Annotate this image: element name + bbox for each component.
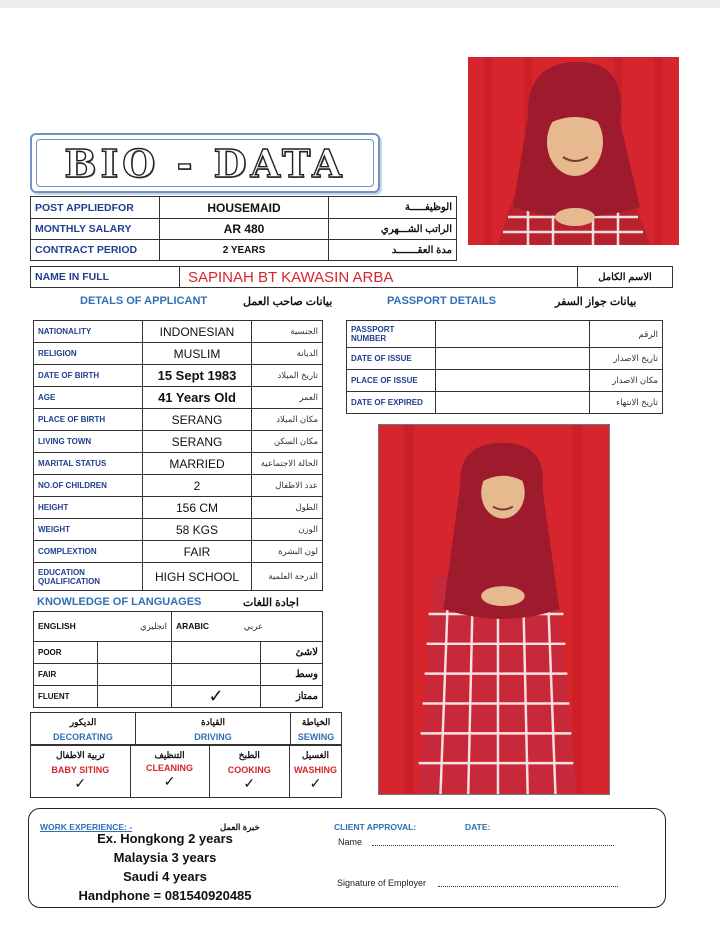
level-ar: وسط xyxy=(261,664,323,686)
applicant-heading-ar: بيانات صاحب العمل xyxy=(243,296,333,308)
top-bar xyxy=(0,0,720,8)
detail-label: COMPLEXTION xyxy=(34,541,143,563)
languages-table xyxy=(33,611,323,708)
name-table xyxy=(30,266,673,288)
detail-label: WEIGHT xyxy=(34,519,143,541)
level-label: POOR xyxy=(34,642,98,664)
detail-value: HIGH SCHOOL xyxy=(143,563,252,591)
detail-ar: عدد الاطفال xyxy=(252,475,323,497)
arabic-ar: عربي xyxy=(243,621,263,631)
english-label: ENGLISH xyxy=(38,621,76,631)
level-english xyxy=(98,664,172,686)
tick-icon: ✓ xyxy=(163,773,176,789)
level-ar: ممتاز xyxy=(261,686,323,708)
contract-label: CONTRACT PERIOD xyxy=(31,240,160,261)
skill-cleaning: التنظيف CLEANING ✓ xyxy=(130,746,209,798)
signature-label: Signature of Employer xyxy=(337,878,427,888)
passport-heading-ar: بيانات جواز السفر xyxy=(555,296,637,308)
work-experience-lines xyxy=(60,829,270,905)
detail-label: NATIONALITY xyxy=(34,321,143,343)
post-table xyxy=(30,196,457,261)
detail-label: MARITAL STATUS xyxy=(34,453,143,475)
post-ar: الوظيفـــــة xyxy=(329,197,457,219)
contract-value: 2 YEARS xyxy=(160,240,329,261)
title-frame xyxy=(30,133,380,193)
detail-ar: لون البشرة xyxy=(252,541,323,563)
skills-bottom-table xyxy=(30,745,342,798)
work-line: Ex. Hongkong 2 years xyxy=(97,831,233,846)
passport-ar: الرقم xyxy=(590,321,663,348)
languages-heading-ar: اجادة اللغات xyxy=(243,597,299,609)
level-label: FLUENT xyxy=(34,686,98,708)
passport-label: PLACE OF ISSUE xyxy=(347,370,436,392)
detail-value: 58 KGS xyxy=(143,519,252,541)
passport-table xyxy=(346,320,663,414)
detail-value: SERANG xyxy=(143,409,252,431)
passport-value xyxy=(436,392,590,414)
client-name-line xyxy=(372,845,614,846)
detail-ar: الدرجة العلمية xyxy=(252,563,323,591)
salary-value: AR 480 xyxy=(160,219,329,240)
work-line: Handphone = 081540920485 xyxy=(78,888,252,903)
full-body-photo xyxy=(378,424,610,795)
passport-heading: PASSPORT DETAILS xyxy=(387,295,496,307)
tick-icon: ✓ xyxy=(74,775,87,791)
post-value: HOUSEMAID xyxy=(160,197,329,219)
skills-top-table xyxy=(30,712,342,745)
arabic-label: ARABIC xyxy=(176,621,210,631)
skill-sewing: الخياطة SEWING xyxy=(291,713,342,745)
passport-label: DATE OF ISSUE xyxy=(347,348,436,370)
detail-value: INDONESIAN xyxy=(143,321,252,343)
detail-value: SERANG xyxy=(143,431,252,453)
salary-ar: الراتب الشـــهري xyxy=(329,219,457,240)
level-label: FAIR xyxy=(34,664,98,686)
detail-value: 156 CM xyxy=(143,497,252,519)
level-ar: لاشئ xyxy=(261,642,323,664)
detail-value: 41 Years Old xyxy=(143,387,252,409)
level-arabic xyxy=(172,664,261,686)
detail-ar: الطول xyxy=(252,497,323,519)
name-label: NAME IN FULL xyxy=(31,267,180,288)
level-english xyxy=(98,642,172,664)
work-line: Malaysia 3 years xyxy=(113,850,217,865)
details-table xyxy=(33,320,323,591)
name-ar: الاسم الكامل xyxy=(578,267,673,288)
tick-icon: ✓ xyxy=(243,775,256,791)
client-name-label: Name xyxy=(338,837,363,847)
detail-value: MUSLIM xyxy=(143,343,252,365)
detail-ar: الجنسية xyxy=(252,321,323,343)
tick-icon: ✓ xyxy=(309,775,322,791)
detail-value: MARRIED xyxy=(143,453,252,475)
detail-label: AGE xyxy=(34,387,143,409)
detail-value: FAIR xyxy=(143,541,252,563)
passport-ar: تاريخ الاصدار xyxy=(590,348,663,370)
detail-ar: العمر xyxy=(252,387,323,409)
detail-ar: الوزن xyxy=(252,519,323,541)
level-arabic xyxy=(172,642,261,664)
passport-label: DATE OF EXPIRED xyxy=(347,392,436,414)
detail-ar: مكان السكن xyxy=(252,431,323,453)
passport-ar: تاريخ الانتهاء xyxy=(590,392,663,414)
detail-label: NO.OF CHILDREN xyxy=(34,475,143,497)
work-experience-label: WORK EXPERIENCE: - xyxy=(40,822,133,832)
detail-ar: الحالة الاجتماعية xyxy=(252,453,323,475)
date-label: DATE: xyxy=(465,822,491,832)
detail-value: 15 Sept 1983 xyxy=(143,365,252,387)
skill-baby-siting: تربية الاطفال BABY SITING ✓ xyxy=(31,746,131,798)
passport-ar: مكان الاصدار xyxy=(590,370,663,392)
full-name: SAPINAH BT KAWASIN ARBA xyxy=(180,267,578,288)
client-approval-label: CLIENT APPROVAL: xyxy=(334,822,417,832)
level-english xyxy=(98,686,172,708)
passport-value xyxy=(436,321,590,348)
detail-ar: مكان الميلاد xyxy=(252,409,323,431)
signature-line xyxy=(438,886,618,887)
detail-label: HEIGHT xyxy=(34,497,143,519)
work-line: Saudi 4 years xyxy=(123,869,207,884)
skill-washing: الغسيل WASHING ✓ xyxy=(289,746,341,798)
detail-ar: الديانة xyxy=(252,343,323,365)
page-title: BIO - DATA xyxy=(64,140,346,186)
detail-label: EDUCATION QUALIFICATION xyxy=(34,563,143,591)
detail-ar: تاريخ الميلاد xyxy=(252,365,323,387)
detail-label: LIVING TOWN xyxy=(34,431,143,453)
passport-value xyxy=(436,370,590,392)
skill-driving: القيادة DRIVING xyxy=(136,713,291,745)
detail-value: 2 xyxy=(143,475,252,497)
salary-label: MONTHLY SALARY xyxy=(31,219,160,240)
post-label: POST APPLIEDFOR xyxy=(31,197,160,219)
portrait-photo xyxy=(468,57,679,245)
skill-cooking: الطبخ COOKING ✓ xyxy=(209,746,289,798)
level-arabic-tick: ✓ xyxy=(172,686,261,708)
detail-label: RELIGION xyxy=(34,343,143,365)
work-experience-ar: خبرة العمل xyxy=(220,822,260,832)
passport-label: PASSPORT NUMBER xyxy=(347,321,436,348)
skill-decorating: الديكور DECORATING xyxy=(31,713,136,745)
applicant-heading: DETALS OF APPLICANT xyxy=(80,295,208,307)
detail-label: PLACE OF BIRTH xyxy=(34,409,143,431)
passport-value xyxy=(436,348,590,370)
english-ar: انجليزي xyxy=(140,621,167,631)
languages-heading: KNOWLEDGE OF LANGUAGES xyxy=(37,596,202,608)
contract-ar: مدة العقـــــــد xyxy=(329,240,457,261)
detail-label: DATE OF BIRTH xyxy=(34,365,143,387)
